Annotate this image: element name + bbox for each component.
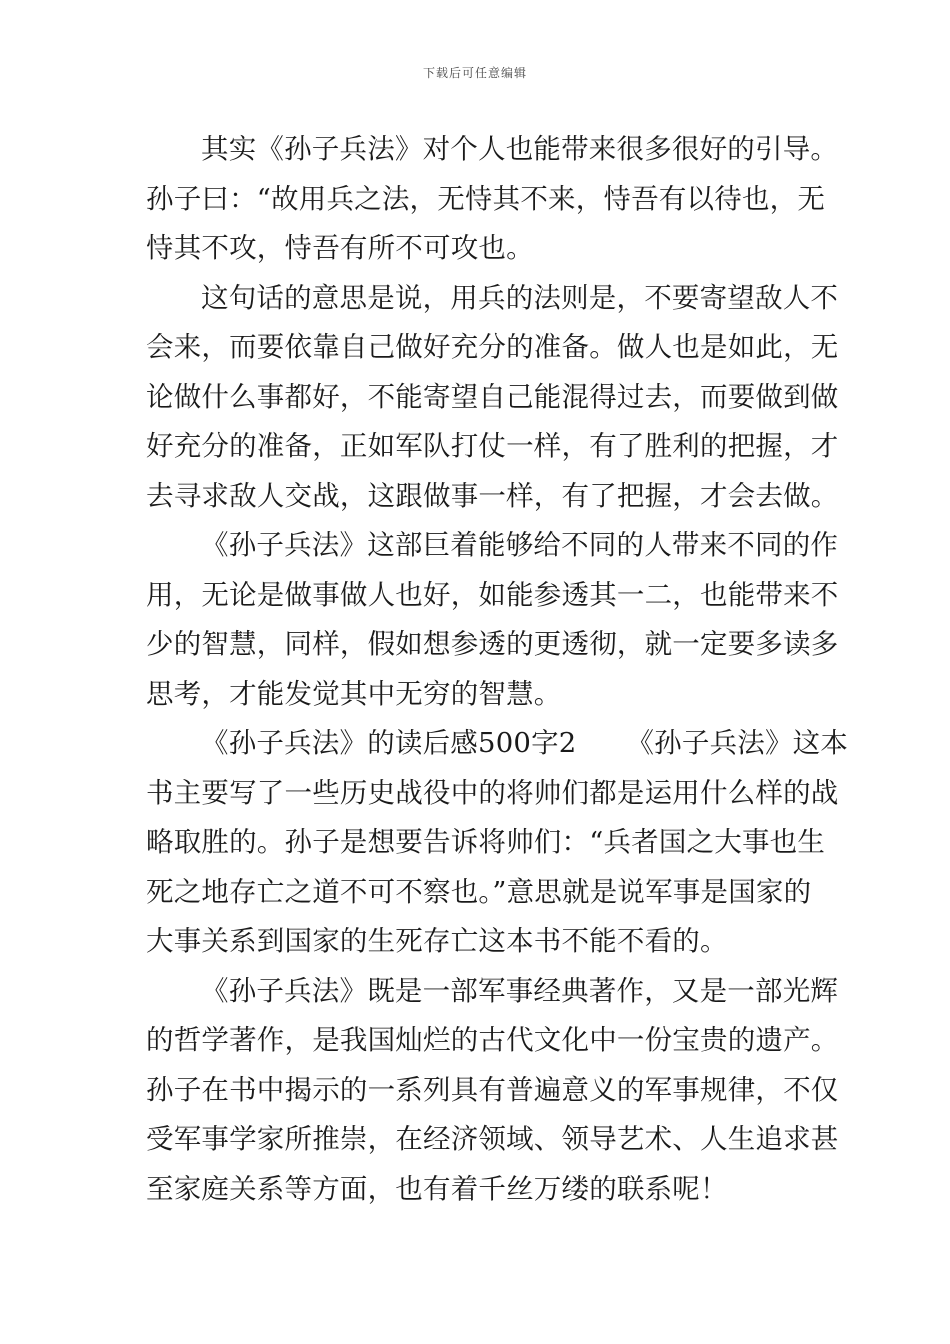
paragraph-3	[146, 521, 839, 719]
text-line: 书主要写了一些历史战役中的将帅们都是运用什么样的战	[146, 776, 839, 809]
paragraph-1	[146, 125, 839, 274]
text-line: 死之地存亡之道不可不察也。”意思就是说军事是国家的	[146, 875, 812, 908]
section-title: 《孙子兵法》的读后感500字2	[201, 727, 577, 759]
text-line: 这句话的意思是说，用兵的法则是，不要寄望敌人不	[201, 281, 839, 314]
text-line: 受军事学家所推崇，在经济领域、领导艺术、人生追求甚	[146, 1123, 839, 1155]
text-line: 会来，而要依靠自己做好充分的准备。做人也是如此，无	[146, 331, 839, 363]
text-line: 恃其不攻，恃吾有所不可攻也。	[146, 232, 534, 264]
text-line: 用，无论是做事做人也好，如能参透其一二，也能带来不	[146, 578, 839, 611]
body-text	[146, 125, 849, 1214]
text-line: 少的智慧，同样，假如想参透的更透彻，就一定要多读多	[146, 628, 839, 660]
text-line: 去寻求敌人交战，这跟做事一样，有了把握，才会去做。	[146, 479, 839, 512]
paragraph-5	[146, 967, 839, 1215]
paragraph-4	[146, 719, 849, 967]
text-line: 孙子在书中揭示的一系列具有普遍意义的军事规律，不仅	[146, 1073, 839, 1106]
text-line: 其实《孙子兵法》对个人也能带来很多很好的引导。	[201, 133, 839, 165]
text-line: 至家庭关系等方面，也有着千丝万缕的联系呢！	[146, 1172, 728, 1205]
text-line: 《孙子兵法》这部巨着能够给不同的人带来不同的作	[201, 529, 839, 561]
text-line: 孙子曰：“故用兵之法，无恃其不来，恃吾有以待也，无	[146, 182, 826, 215]
text-line: 《孙子兵法》既是一部军事经典著作，又是一部光辉	[201, 974, 839, 1007]
paragraph-2	[146, 274, 839, 522]
text-line: 略取胜的。孙子是想要告诉将帅们：“兵者国之大事也生	[146, 826, 826, 858]
text-line: 的哲学著作，是我国灿烂的古代文化中一份宝贵的遗产。	[146, 1024, 839, 1056]
text-line: 思考，才能发觉其中无穷的智慧。	[146, 677, 562, 710]
text-line: 好充分的准备，正如军队打仗一样，有了胜利的把握，才	[146, 430, 839, 462]
text-line: 大事关系到国家的生死存亡这本书不能不看的。	[146, 925, 728, 957]
text-line	[146, 719, 849, 769]
text-line: 论做什么事都好，不能寄望自己能混得过去，而要做到做	[146, 380, 839, 413]
page-header-note: 下载后可任意编辑	[422, 66, 527, 80]
text-fragment: 《孙子兵法》这本	[626, 727, 849, 759]
